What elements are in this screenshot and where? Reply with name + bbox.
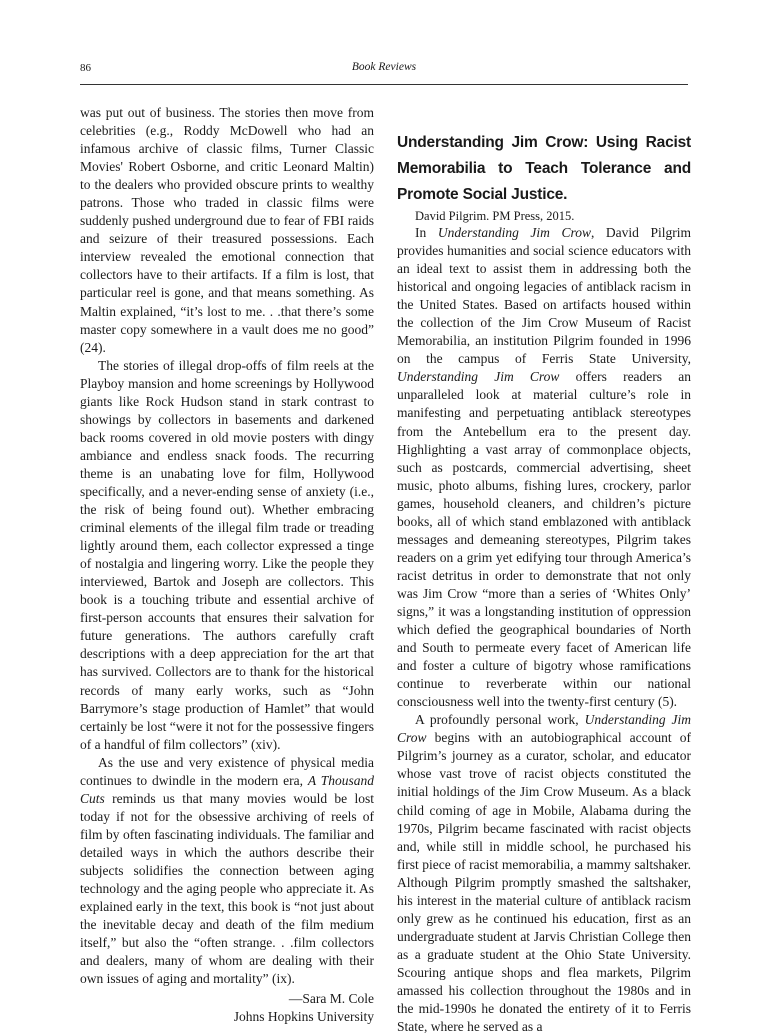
paragraph (397, 711, 691, 1036)
page-number: 86 (80, 62, 91, 74)
left-column (80, 104, 374, 1026)
text: begins with an autobiographical account of Pilgrim’s journey as a curator, scholar, and educator whose vast trove of racist objects constituted the initial holdings of the Jim Crow Museum. As a black child coming of age in Mobile, Alabama during the 1970s, Pilgrim became fascinated with racist objects and, while still in middle school, he purchased his first piece of racist memorabilia, a mammy saltshaker. Although Pilgrim promptly smashed the saltshaker, his interest in the material culture of antiblack racism only grew as he continued his education, first as an undergraduate student at Jarvis Christian College then as a graduate student at the Ohio State University. Scouring antique shops and flea markets, Pilgrim amassed his collection throughout the 1980s and in the mid-1990s he donated the entirety of it to Ferris State, where he served as a (397, 730, 691, 1035)
paragraph: was put out of business. The stories then move from celebrities (e.g., Roddy McDowell who had an infamous archive of classic films, Turner Classic Movies' Robert Osborne, and critic Leonard Maltin) to the dealers who provided obscure prints to wealthy patrons. Those who traded in classic films were suddenly pushed underground due to fear of FBI raids and seizure of their treasured possessions. Each interview revealed the emotional connection that collectors have to their artifacts. If a film is lost, that particular reel is gone, and that means something. As Maltin explained, “it’s lost to me. . .that there’s some master copy somewhere in a vault does me no good” (24). (80, 105, 374, 355)
text: A profoundly personal work, (415, 712, 585, 728)
book-citation: David Pilgrim. PM Press, 2015. (415, 209, 575, 223)
text: , David Pilgrim provides humanities and social science educators with an ideal text to assist them in addressing both the historical and ongoing legacies of antiblack racism in the United States. Based on artifacts housed within the collection of the Jim Crow Museum of Racist Memorabilia, an institution Pilgrim founded in 1996 on the campus of Ferris State University, (397, 225, 692, 367)
running-head: Book Reviews (351, 61, 417, 73)
book-title: Understanding Jim Crow (397, 369, 560, 385)
reviewer-signature (80, 990, 374, 1026)
header-rule (80, 84, 688, 85)
paragraph: The stories of illegal drop-offs of film reels at the Playboy mansion and home screenings by Hollywood giants like Rock Hudson stand in stark contrast to showings by collectors in basements and darkened back rooms covered in old movie posters with dingy ambiance and endless snack foods. The recurring theme is an unabating love for film, Hollywood specifically, and a never-ending sense of anxiety (i.e., the risk of being found out). Whether embracing criminal elements of the illegal film trade or treading lightly around them, each collector expressed a tinge of nostalgia and lingering worry. Like the people they interviewed, Bartok and Joseph are collectors. This book is a touching tribute and essential archive of first-person accounts that ensures their salvation for future generations. The authors carefully craft descriptions with a deep appreciation for the art that has survived. Collectors are to thank for the historical records of many early works, such as “John Barrymore’s stage production of Hamlet” that would certainly be lost “were it not for the possessive fingers of a handful of film collectors” (xiv). (80, 357, 374, 752)
book-title: Understanding Jim Crow (437, 225, 591, 240)
paragraph (80, 754, 374, 989)
page-header (80, 60, 688, 82)
right-column (397, 130, 691, 1036)
review-title: Understanding Jim Crow: Using Racist Memorabilia to Teach Tolerance and Promote Social Justice. (397, 134, 691, 203)
reviewer-affiliation: Johns Hopkins University (233, 1009, 374, 1025)
paragraph (397, 224, 691, 711)
text: offers readers an unparalleled look at material culture’s role in manifesting and perpetuating antiblack stereotypes from the Antebellum era to the present day. Highlighting a vast array of commonplace objects, such as postcards, commercial advertising, sheet music, photo albums, fishing lures, crockery, parlor games, household cleaners, and children’s picture books, all of which stand emblazoned with antiblack messages and demeaning stereotypes, Pilgrim takes readers on a grim yet edifying tour through America’s racist detritus in order to demonstrate that not only was Jim Crow “more than a series of ‘Whites Only’ signs,” it was a longstanding institution of oppression which defied the geographical boundaries of North and South to permeate every facet of American life and foster a culture of bigotry whose ramifications continue to reverberate within our national consciousness well into the twenty-first century (5). (397, 369, 691, 710)
text: In (415, 225, 438, 240)
book-title: A Thousand Cuts (80, 772, 375, 806)
book-title: Understanding Jim Crow (397, 712, 691, 746)
reviewer-name: —Sara M. Cole (288, 991, 374, 1007)
text: reminds us that many movies would be lost today if not for the obsessive archiving of reels of film by often fascinating individuals. The familiar and detailed ways in which the authors describe their subjects solidifies the connection between aging technology and the aging people who appreciate it. As explained early in the text, this book is “not just about the inevitable decay and death of the film medium itself,” but also the “often strange. . .film collectors and dealers, many of whom are dealing with their own issues of aging and mortality” (ix). (80, 790, 374, 987)
text: As the use and very existence of physical media continues to dwindle in the modern era, (80, 754, 374, 788)
